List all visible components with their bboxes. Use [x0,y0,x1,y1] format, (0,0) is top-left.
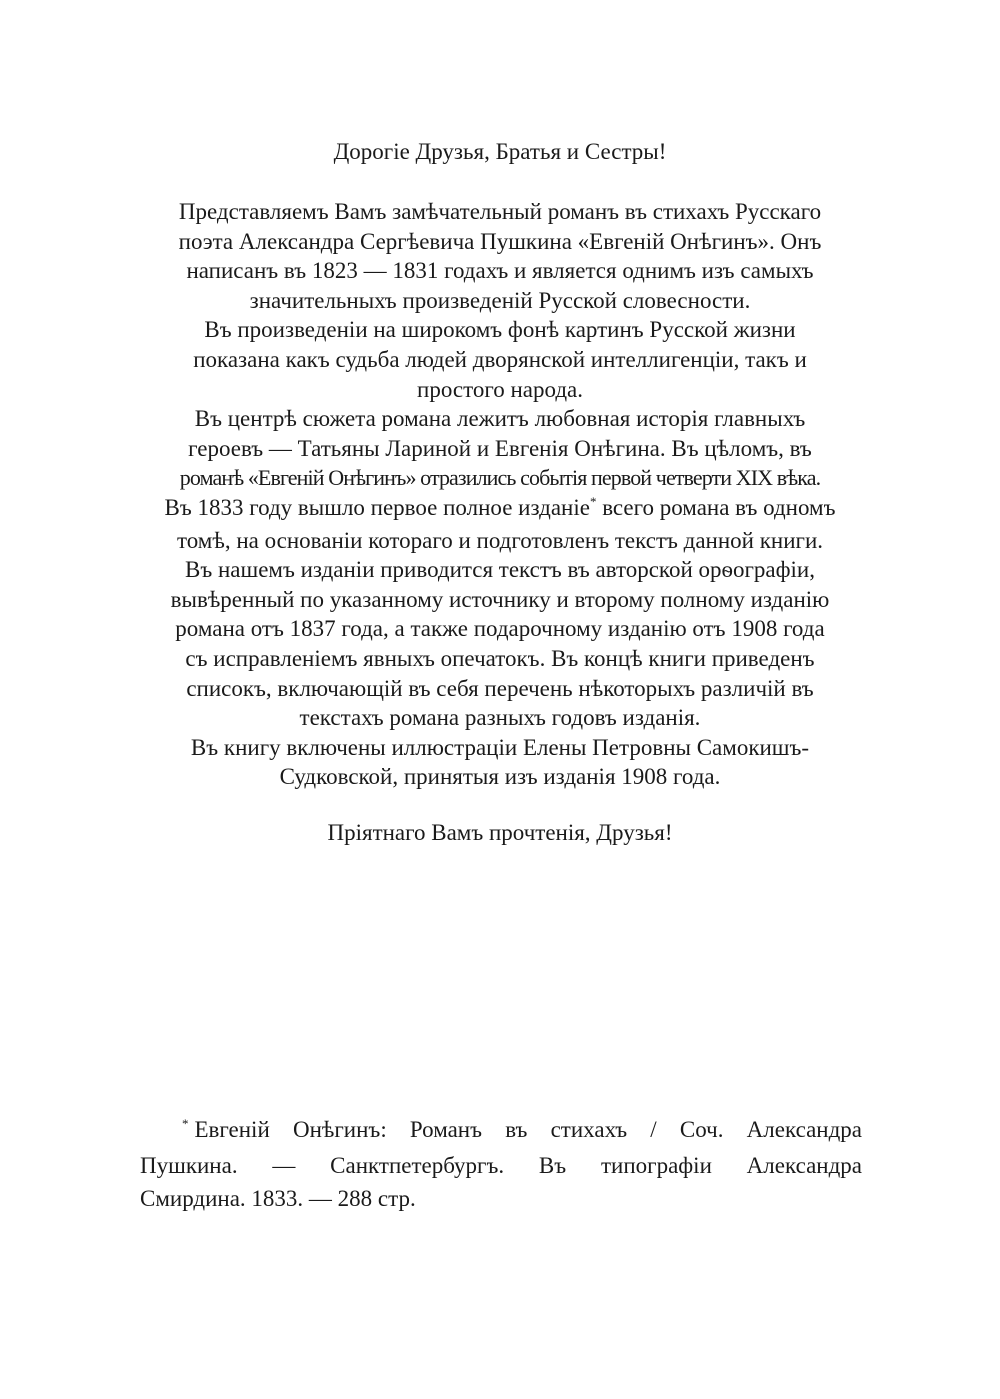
body-line: романѣ «Евгеній Онѣгинъ» отразились событія первой четверти XIX вѣка. [179,465,821,491]
body-line: съ исправленіемъ явныхъ опечатокъ. Въ концѣ книги приведенъ [185,645,815,671]
footnote-text: Евгеній Онѣгинъ: Романъ въ стихахъ / Соч. Александра [194,1117,862,1142]
body-line: значительныхъ произведеній Русской словесности. [249,287,751,313]
body-line: Въ нашемъ изданіи приводится текстъ въ авторской орѳографіи, [184,557,815,583]
body-line: простого народа. [417,376,583,402]
body-line: героевъ — Татьяны Лариной и Евгенія Онѣгина. Въ цѣломъ, въ [188,435,812,461]
body-line: Въ центрѣ сюжета романа лежитъ любовная исторія главныхъ [194,406,806,432]
footnote-line: Смирдина. 1833. — 288 стр. [140,1186,416,1211]
body-line: томѣ, на основаніи котораго и подготовленъ текстъ данной книги. [176,527,824,553]
body-line-tail: всего романа въ одномъ [602,494,836,520]
body-line: романа отъ 1837 года, а также подарочному изданію отъ 1908 года [175,616,825,642]
footnote [140,1113,862,1215]
footnote-line: Пушкина. — Санктпетербургъ. Въ типографіи Александра [140,1153,862,1178]
closing-line: Пріятнаго Вамъ прочтенія, Друзья! [327,820,673,845]
body-line: Въ книгу включены иллюстраціи Елены Петровны Самокишъ- [190,734,810,760]
body-line-head: Въ 1833 году вышло первое полное изданіе [164,494,590,520]
body-line-with-footnote [0,493,1000,526]
body-line: Судковской, принятыя изъ изданія 1908 года. [279,764,721,790]
body-line: Представляемъ Вамъ замѣчательный романъ въ стихахъ Русскаго [178,199,822,224]
footnote-marker: * [182,1116,189,1131]
body-line: показана какъ судьба людей дворянской интеллигенціи, такъ и [193,346,807,372]
body-line: текстахъ романа разныхъ годовъ изданія. [299,705,701,731]
body-line: вывѣренный по указанному источнику и второму полному изданію [170,586,830,612]
body-line: Въ произведеніи на широкомъ фонѣ картинъ Русской жизни [204,317,796,343]
preface-body [0,197,1000,792]
body-line: написанъ въ 1823 — 1831 годахъ и является однимъ изъ самыхъ [186,258,814,284]
body-line: списокъ, включающій въ себя перечень нѣкоторыхъ различій въ [186,675,814,701]
body-line: поэта Александра Сергѣевича Пушкина «Евгеній Онѣгинъ». Онъ [178,228,822,254]
greeting-heading: Дорогіе Друзья, Братья и Сестры! [333,139,667,164]
footnote-line [140,1113,862,1149]
footnote-reference-mark: * [589,493,597,509]
